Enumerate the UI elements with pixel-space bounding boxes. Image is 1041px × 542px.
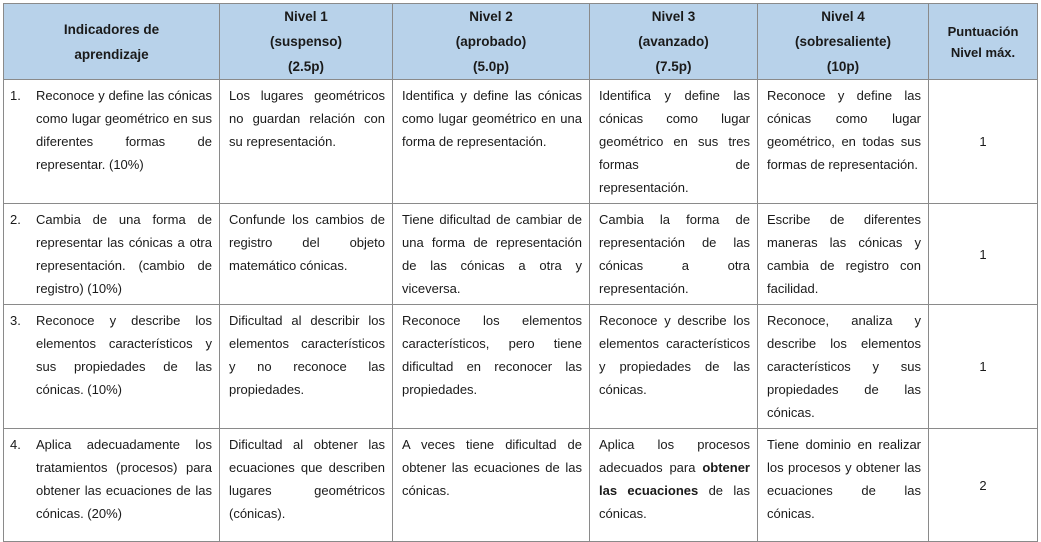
level-3-text-pre: Aplica los procesos adecuados para: [599, 437, 750, 475]
level-1-cell: Dificultad al describir los elementos característicos y no reconoce las propiedades.: [220, 305, 393, 429]
level-4-cell: Reconoce, analiza y describe los elementos característicos y sus propiedades de las cónicas.: [758, 305, 929, 429]
level-1-cell: Confunde los cambios de registro del objeto matemático cónicas.: [220, 204, 393, 305]
level-1-cell: Los lugares geométricos no guardan relación con su representación.: [220, 80, 393, 204]
table-row: [4, 204, 1038, 305]
level-3-cell: Reconoce y describe los elementos característicos y propiedades de las cónicas.: [590, 305, 758, 429]
indicator-cell: [4, 80, 220, 204]
indicator-text: Reconoce y describe los elementos característicos y sus propiedades de las cónicas. (10%): [36, 313, 212, 397]
level-2-cell: A veces tiene dificultad de obtener las ecuaciones de las cónicas.: [393, 429, 590, 542]
level-4-cell: Escribe de diferentes maneras las cónicas y cambia de registro con facilidad.: [758, 204, 929, 305]
header-level-3: Nivel 3 (avanzado) (7.5p): [590, 4, 758, 80]
table-row: [4, 305, 1038, 429]
level-3-cell: [590, 429, 758, 542]
table-row: [4, 80, 1038, 204]
level-2-cell: Reconoce los elementos característicos, pero tiene dificultad en reconocer las propiedades.: [393, 305, 590, 429]
indicator-cell: [4, 204, 220, 305]
header-indicators: Indicadores de aprendizaje: [4, 4, 220, 80]
level-3-text-post: de las cónicas.: [599, 483, 750, 521]
indicator-cell: [4, 305, 220, 429]
level-3-cell: Cambia la forma de representación de las cónicas a otra representación.: [590, 204, 758, 305]
header-row: [4, 4, 1038, 80]
score-cell: 1: [929, 80, 1038, 204]
table-row: [4, 429, 1038, 542]
level-4-cell: Reconoce y define las cónicas como lugar geométrico, en todas sus formas de representación.: [758, 80, 929, 204]
level-2-cell: Identifica y define las cónicas como lugar geométrico en una forma de representación.: [393, 80, 590, 204]
level-3-cell: Identifica y define las cónicas como lugar geométrico en sus tres formas de representación.: [590, 80, 758, 204]
indicator-text: Cambia de una forma de representar las cónicas a otra representación. (cambio de registro) (10%): [36, 212, 212, 296]
indicator-number: 3.: [10, 313, 21, 328]
header-level-1: Nivel 1 (suspenso) (2.5p): [220, 4, 393, 80]
header-level-4: Nivel 4 (sobresaliente) (10p): [758, 4, 929, 80]
indicator-number: 1.: [10, 88, 21, 103]
score-cell: 2: [929, 429, 1038, 542]
level-3-text-bold: obtener las ecuaciones: [599, 460, 750, 498]
header-score: Puntuación Nivel máx.: [929, 4, 1038, 80]
level-4-cell: Tiene dominio en realizar los procesos y obtener las ecuaciones de las cónicas.: [758, 429, 929, 542]
indicator-cell: [4, 429, 220, 542]
level-2-cell: Tiene dificultad de cambiar de una forma de representación de las cónicas a otra y viceversa.: [393, 204, 590, 305]
level-1-cell: Dificultad al obtener las ecuaciones que describen lugares geométricos (cónicas).: [220, 429, 393, 542]
header-level-2: Nivel 2 (aprobado) (5.0p): [393, 4, 590, 80]
indicator-number: 2.: [10, 212, 21, 227]
score-cell: 1: [929, 204, 1038, 305]
score-cell: 1: [929, 305, 1038, 429]
indicator-text: Reconoce y define las cónicas como lugar geométrico en sus diferentes formas de representar. (10%): [36, 88, 212, 172]
indicator-number: 4.: [10, 437, 21, 452]
indicator-text: Aplica adecuadamente los tratamientos (procesos) para obtener las ecuaciones de las cónicas. (20%): [36, 437, 212, 521]
rubric-table: [3, 3, 1038, 542]
